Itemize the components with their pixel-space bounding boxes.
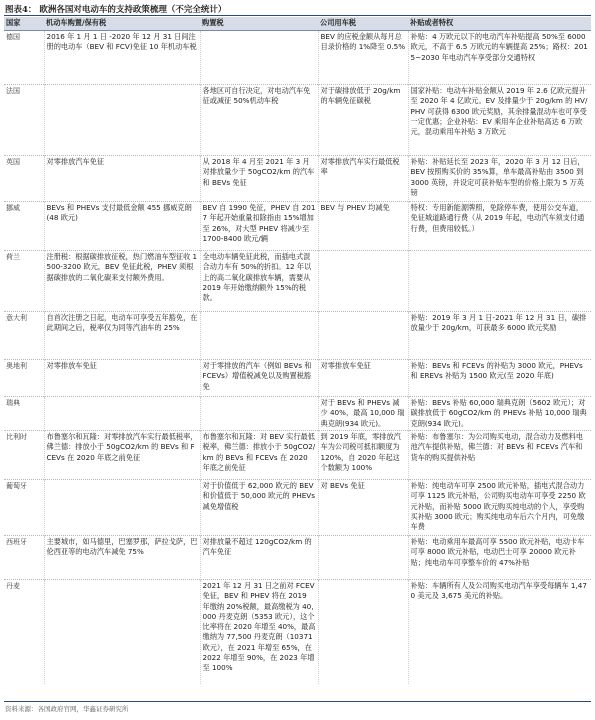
country-cell: 葡萄牙 xyxy=(4,480,44,536)
purchase-tax-cell xyxy=(200,312,318,360)
vehicle-tax-cell xyxy=(44,480,200,536)
company-car-tax-cell xyxy=(318,312,408,360)
purchase-tax-cell: BEV 自 1990 免征，PHEV 自 2017 年起开始重量扣除指由 15%增加至 26%，对大型 PHEV 将减少至 1700-8400 欧元/辆 xyxy=(200,202,318,251)
purchase-tax-cell: 各地区可自行决定，对电动汽车免征或减征 50%机动车税 xyxy=(200,85,318,156)
vehicle-tax-cell: BEVs 和 PHEVs 支付最低金额 455 挪威克朗(48 欧元) xyxy=(44,202,200,251)
table-row xyxy=(4,536,591,580)
purchase-tax-cell xyxy=(200,397,318,431)
vehicle-tax-cell xyxy=(44,580,200,684)
table-row xyxy=(4,360,591,397)
subsidy-cell: 补贴：纯电动车可享 2500 欧元补贴，插电式混合动力可享 1125 欧元补贴，公司购买电动车可享受 2250 欧元补贴，而补贴 5000 欧元购买纯电动的个人，享受购买补贴 3000 欧元；购买纯电动车后六个月内，可免缴车费 xyxy=(408,480,591,536)
company-car-tax-cell: BEV 与 PHEV 均减免 xyxy=(318,202,408,251)
vehicle-tax-cell: 自首次注册之日起，电动车可享受五年豁免，在此期间之后，税率仅为同等汽油车的 25% xyxy=(44,312,200,360)
company-car-tax-cell xyxy=(318,580,408,684)
company-car-tax-cell: 对 BEVs 免征 xyxy=(318,480,408,536)
country-cell: 丹麦 xyxy=(4,580,44,684)
purchase-tax-cell: 对于价值低于 62,000 欧元的 BEV 和价值低于 50,000 欧元的 PHEVs 减免增值税 xyxy=(200,480,318,536)
table-row xyxy=(4,312,591,360)
country-cell: 西班牙 xyxy=(4,536,44,580)
vehicle-tax-cell: 2016 年 1 月 1 日 -2020 年 12 月 31 日间注册的电动车（BEV 和 FCV)免征 10 年机动车税 xyxy=(44,31,200,85)
table-row xyxy=(4,251,591,312)
source-note: 资料来源：各国政府官网，华鑫证券研究所 xyxy=(5,705,129,713)
table-row xyxy=(4,31,591,85)
figure-title: 图表4： 欧洲各国对电动车的支持政策梳理（不完全统计） xyxy=(5,5,227,15)
policy-table xyxy=(4,17,591,684)
table-row xyxy=(4,397,591,431)
purchase-tax-cell xyxy=(200,31,318,85)
company-car-tax-cell: 对于 BEVs 和 PHEVs 减少 40%，最高 10,000 瑞典克朗(934 欧元)。 xyxy=(318,397,408,431)
vehicle-tax-cell xyxy=(44,397,200,431)
vehicle-tax-cell xyxy=(44,85,200,156)
table-row xyxy=(4,156,591,202)
table-row xyxy=(4,85,591,156)
country-cell: 挪威 xyxy=(4,202,44,251)
subsidy-cell: 补贴：BEVs 补贴 60,000 瑞典克朗（5602 欧元）；对碳排放低于 60gCO2/km 的 PHEVs 补贴 10,000 瑞典克朗(934 欧元)。 xyxy=(408,397,591,431)
country-cell: 意大利 xyxy=(4,312,44,360)
purchase-tax-cell: 对排放量不超过 120gCO2/km 的汽车免征 xyxy=(200,536,318,580)
purchase-tax-cell: 布鲁塞尔和瓦隆：对 BEV 实行最低税率，佛兰德：排放小于 50gCO2/km 的 BEVs 和 FCEVs 在 2020 年底之前免征 xyxy=(200,431,318,480)
subsidy-cell: 补贴：车辆所有人及公司购买电动汽车享受每辆车 1,470 美元及 3,675 美元的补贴。 xyxy=(408,580,591,684)
country-cell: 英国 xyxy=(4,156,44,202)
country-cell: 德国 xyxy=(4,31,44,85)
country-cell: 法国 xyxy=(4,85,44,156)
company-car-tax-cell: BEV 的应税金额从每月总目录价格的 1%降至 0.5% xyxy=(318,31,408,85)
subsidy-cell: 补贴：BEVs 和 FCEVs 的补贴为 3000 欧元，PHEVs 和 EREVs 补贴为 1500 欧元(至 2020 年底) xyxy=(408,360,591,397)
table-row xyxy=(4,431,591,480)
header-subsidy: 补贴或者特权 xyxy=(408,17,591,31)
company-car-tax-cell: 到 2019 年底，零排放汽车为公司税可抵扣额度为 120%，自 2020 年起这个数额为 100% xyxy=(318,431,408,480)
vehicle-tax-cell: 注册税：根据碳排放征税，热门燃油车型征收 1500-3200 欧元，BEV 免征此税，PHEV 须根据碳排放的二氧化碳来支付额外费用。 xyxy=(44,251,200,312)
subsidy-cell: 特权：专用新能源牌照，免除停车费，使用公交车道，免征城道路通行费（从 2019 年起，电动汽车须支付通行费，但费用较低。） xyxy=(408,202,591,251)
top-rule xyxy=(4,15,591,16)
header-company-car-tax: 公司用车税 xyxy=(318,17,408,31)
vehicle-tax-cell: 对零排放车免征 xyxy=(44,360,200,397)
vehicle-tax-cell: 对零排放汽车免征 xyxy=(44,156,200,202)
purchase-tax-cell: 全电动车辆免征此税，而插电式混合动力车有 50%的折扣。12 年以上的高二氧化碳排放车辆，需要从 2019 年开始缴纳额外 15%的税款。 xyxy=(200,251,318,312)
subsidy-cell: 补贴：4 万欧元以下的电动汽车补贴提高 50%至 6000 欧元，不高于 6.5 万欧元的车辆提高 25%；路权：2015~2030 年电动汽车享受部分交通特权 xyxy=(408,31,591,85)
header-purchase-tax: 购置税 xyxy=(200,17,318,31)
purchase-tax-cell: 2021 年 12 月 31 日之前对 FCEV 免征，BEV 和 PHEV 将在 2019 年缴纳 20%税额，最高缴税为 40,000 丹麦克朗（5353 欧元），这个比率将在 2020 年增至 40%，最高缴纳为 77,500 丹麦克朗（10371 欧元），在 2021 年增至 65%，在 2022 年增至 90%，在 2023 年增至 100% xyxy=(200,580,318,684)
vehicle-tax-cell: 主要城市，如马德里，巴塞罗那，萨拉戈萨，巴伦西亚等的电动汽车减免 75% xyxy=(44,536,200,580)
company-car-tax-cell xyxy=(318,536,408,580)
country-cell: 比利时 xyxy=(4,431,44,480)
vehicle-tax-cell: 布鲁塞尔和瓦隆：对零排放汽车实行最低税率，佛兰德：排放小于 50gCO2/km 的 BEVs 和 FCEVs 在 2020 年底之前免征 xyxy=(44,431,200,480)
subsidy-cell: 补贴：布鲁塞尔：为公司购买电动，混合动力及燃料电池汽车提供补贴，佛兰德：对 BEVs 和 FCEVs 汽车和货车的购买提供补贴 xyxy=(408,431,591,480)
table-row xyxy=(4,580,591,684)
country-cell: 瑞典 xyxy=(4,397,44,431)
table-header-row xyxy=(4,17,591,31)
subsidy-cell: 补贴：2019 年 3 月 1 日-2021 年 12 月 31 日，碳排放量少于 20g/km，可获最多 6000 欧元奖励 xyxy=(408,312,591,360)
company-car-tax-cell: 对零排放车免征 xyxy=(318,360,408,397)
company-car-tax-cell: 对零排放汽车实行最低税率 xyxy=(318,156,408,202)
header-country: 国家 xyxy=(4,17,44,31)
company-car-tax-cell xyxy=(318,251,408,312)
company-car-tax-cell: 对于碳排放低于 20g/km 的车辆免征碳税 xyxy=(318,85,408,156)
purchase-tax-cell: 对于零排放的汽车（例如 BEVs 和 FCEVs）增值税减免以及购置税豁免 xyxy=(200,360,318,397)
table-row xyxy=(4,202,591,251)
subsidy-cell xyxy=(408,251,591,312)
subsidy-cell: 补贴：补贴延长至 2023 年，2020 年 3 月 12 日后，BEV 按照购买价的 35%算，单车最高补贴由 3500 到 3000 英镑，并设定可获补贴车型的价格上限为 5 万英镑 xyxy=(408,156,591,202)
subsidy-cell: 国家补贴：电动车补贴金额从 2019 年 2.6 亿欧元提升至 2020 年 4 亿欧元。EV 及排量少于 20g/km 的 HV/PHV 可获得 6300 欧元奖励，其余排量混动车也可享受一定优惠；企业补贴：EV 乘用车企业补贴高达 6 万欧元，混动乘用车补贴 3 万欧元 xyxy=(408,85,591,156)
country-cell: 奥地利 xyxy=(4,360,44,397)
subsidy-cell: 补贴：电动乘用车最高可享 5500 欧元补贴，电动卡车可享 8000 欧元补贴，电动巴士可享 20000 欧元补贴；纯电动车可享整车价的 47%补贴 xyxy=(408,536,591,580)
purchase-tax-cell: 从 2018 年 4 月至 2021 年 3 月对排放量少于 50gCO2/km 的汽车和 BEVs 免征 xyxy=(200,156,318,202)
header-vehicle-tax: 机动车购置/保有税 xyxy=(44,17,200,31)
country-cell: 荷兰 xyxy=(4,251,44,312)
table-row xyxy=(4,480,591,536)
bottom-rule xyxy=(4,701,591,702)
